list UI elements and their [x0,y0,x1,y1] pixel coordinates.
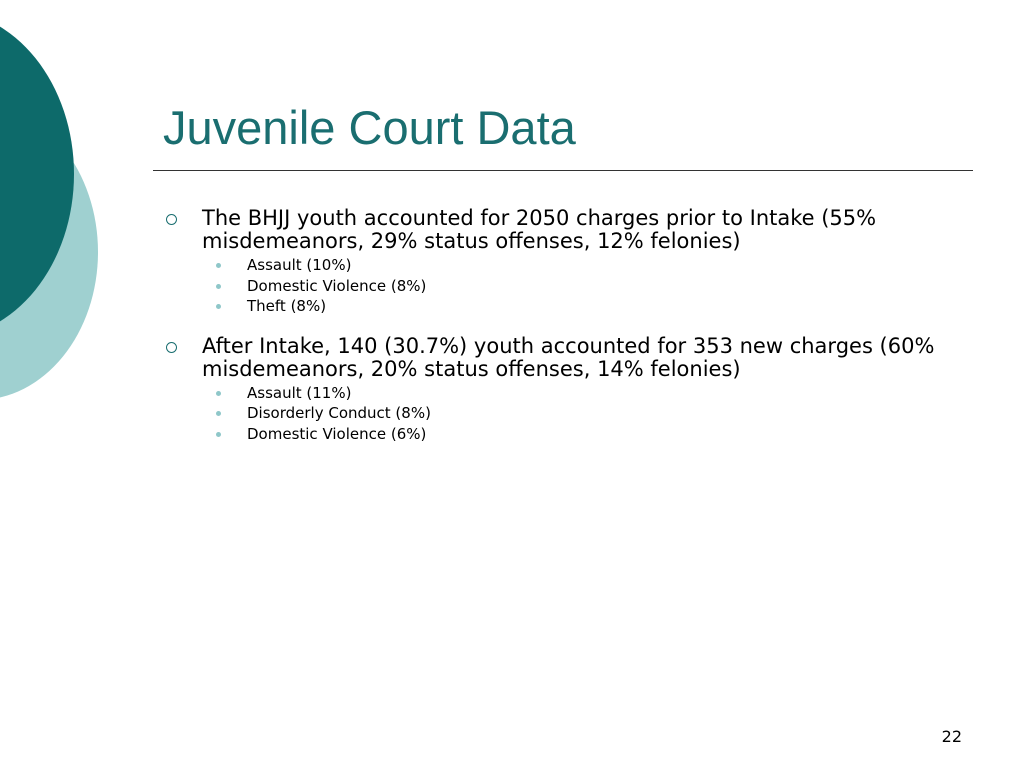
slide-content [160,207,950,444]
sub-bullet-item [202,424,950,445]
bullet-text: After Intake, 140 (30.7%) youth accounted for 353 new charges (60% misdemeanors, 20% status offenses, 14% felonies) [202,333,935,381]
dot-bullet-icon [216,304,221,309]
sub-bullet-item [202,255,950,276]
slide-title: Juvenile Court Data [163,101,576,154]
dot-bullet-icon [216,263,221,268]
page-number: 22 [941,727,962,746]
sub-bullet-text: Assault (10%) [247,256,352,274]
hollow-circle-bullet-icon [166,342,177,353]
dot-bullet-icon [216,432,221,437]
bullet-text: The BHJJ youth accounted for 2050 charges prior to Intake (55% misdemeanors, 29% status offenses, 12% felonies) [202,206,877,253]
title-divider [153,170,973,171]
bullet-item [160,207,950,317]
dot-bullet-icon [216,391,221,396]
sub-bullet-item [202,296,950,317]
sub-bullet-text: Disorderly Conduct (8%) [247,404,431,422]
sub-bullet-text: Domestic Violence (6%) [247,424,427,443]
dot-bullet-icon [216,411,221,416]
sub-bullet-list [202,383,950,445]
hollow-circle-bullet-icon [166,214,177,225]
bullet-item [160,335,950,445]
sub-bullet-list [202,255,950,317]
dot-bullet-icon [216,284,221,289]
sub-bullet-text: Domestic Violence (8%) [247,276,427,295]
sub-bullet-text: Theft (8%) [247,297,327,315]
sub-bullet-text: Assault (11%) [247,383,352,402]
sub-bullet-item [202,276,950,297]
sub-bullet-item [202,403,950,424]
sub-bullet-item [202,383,950,404]
